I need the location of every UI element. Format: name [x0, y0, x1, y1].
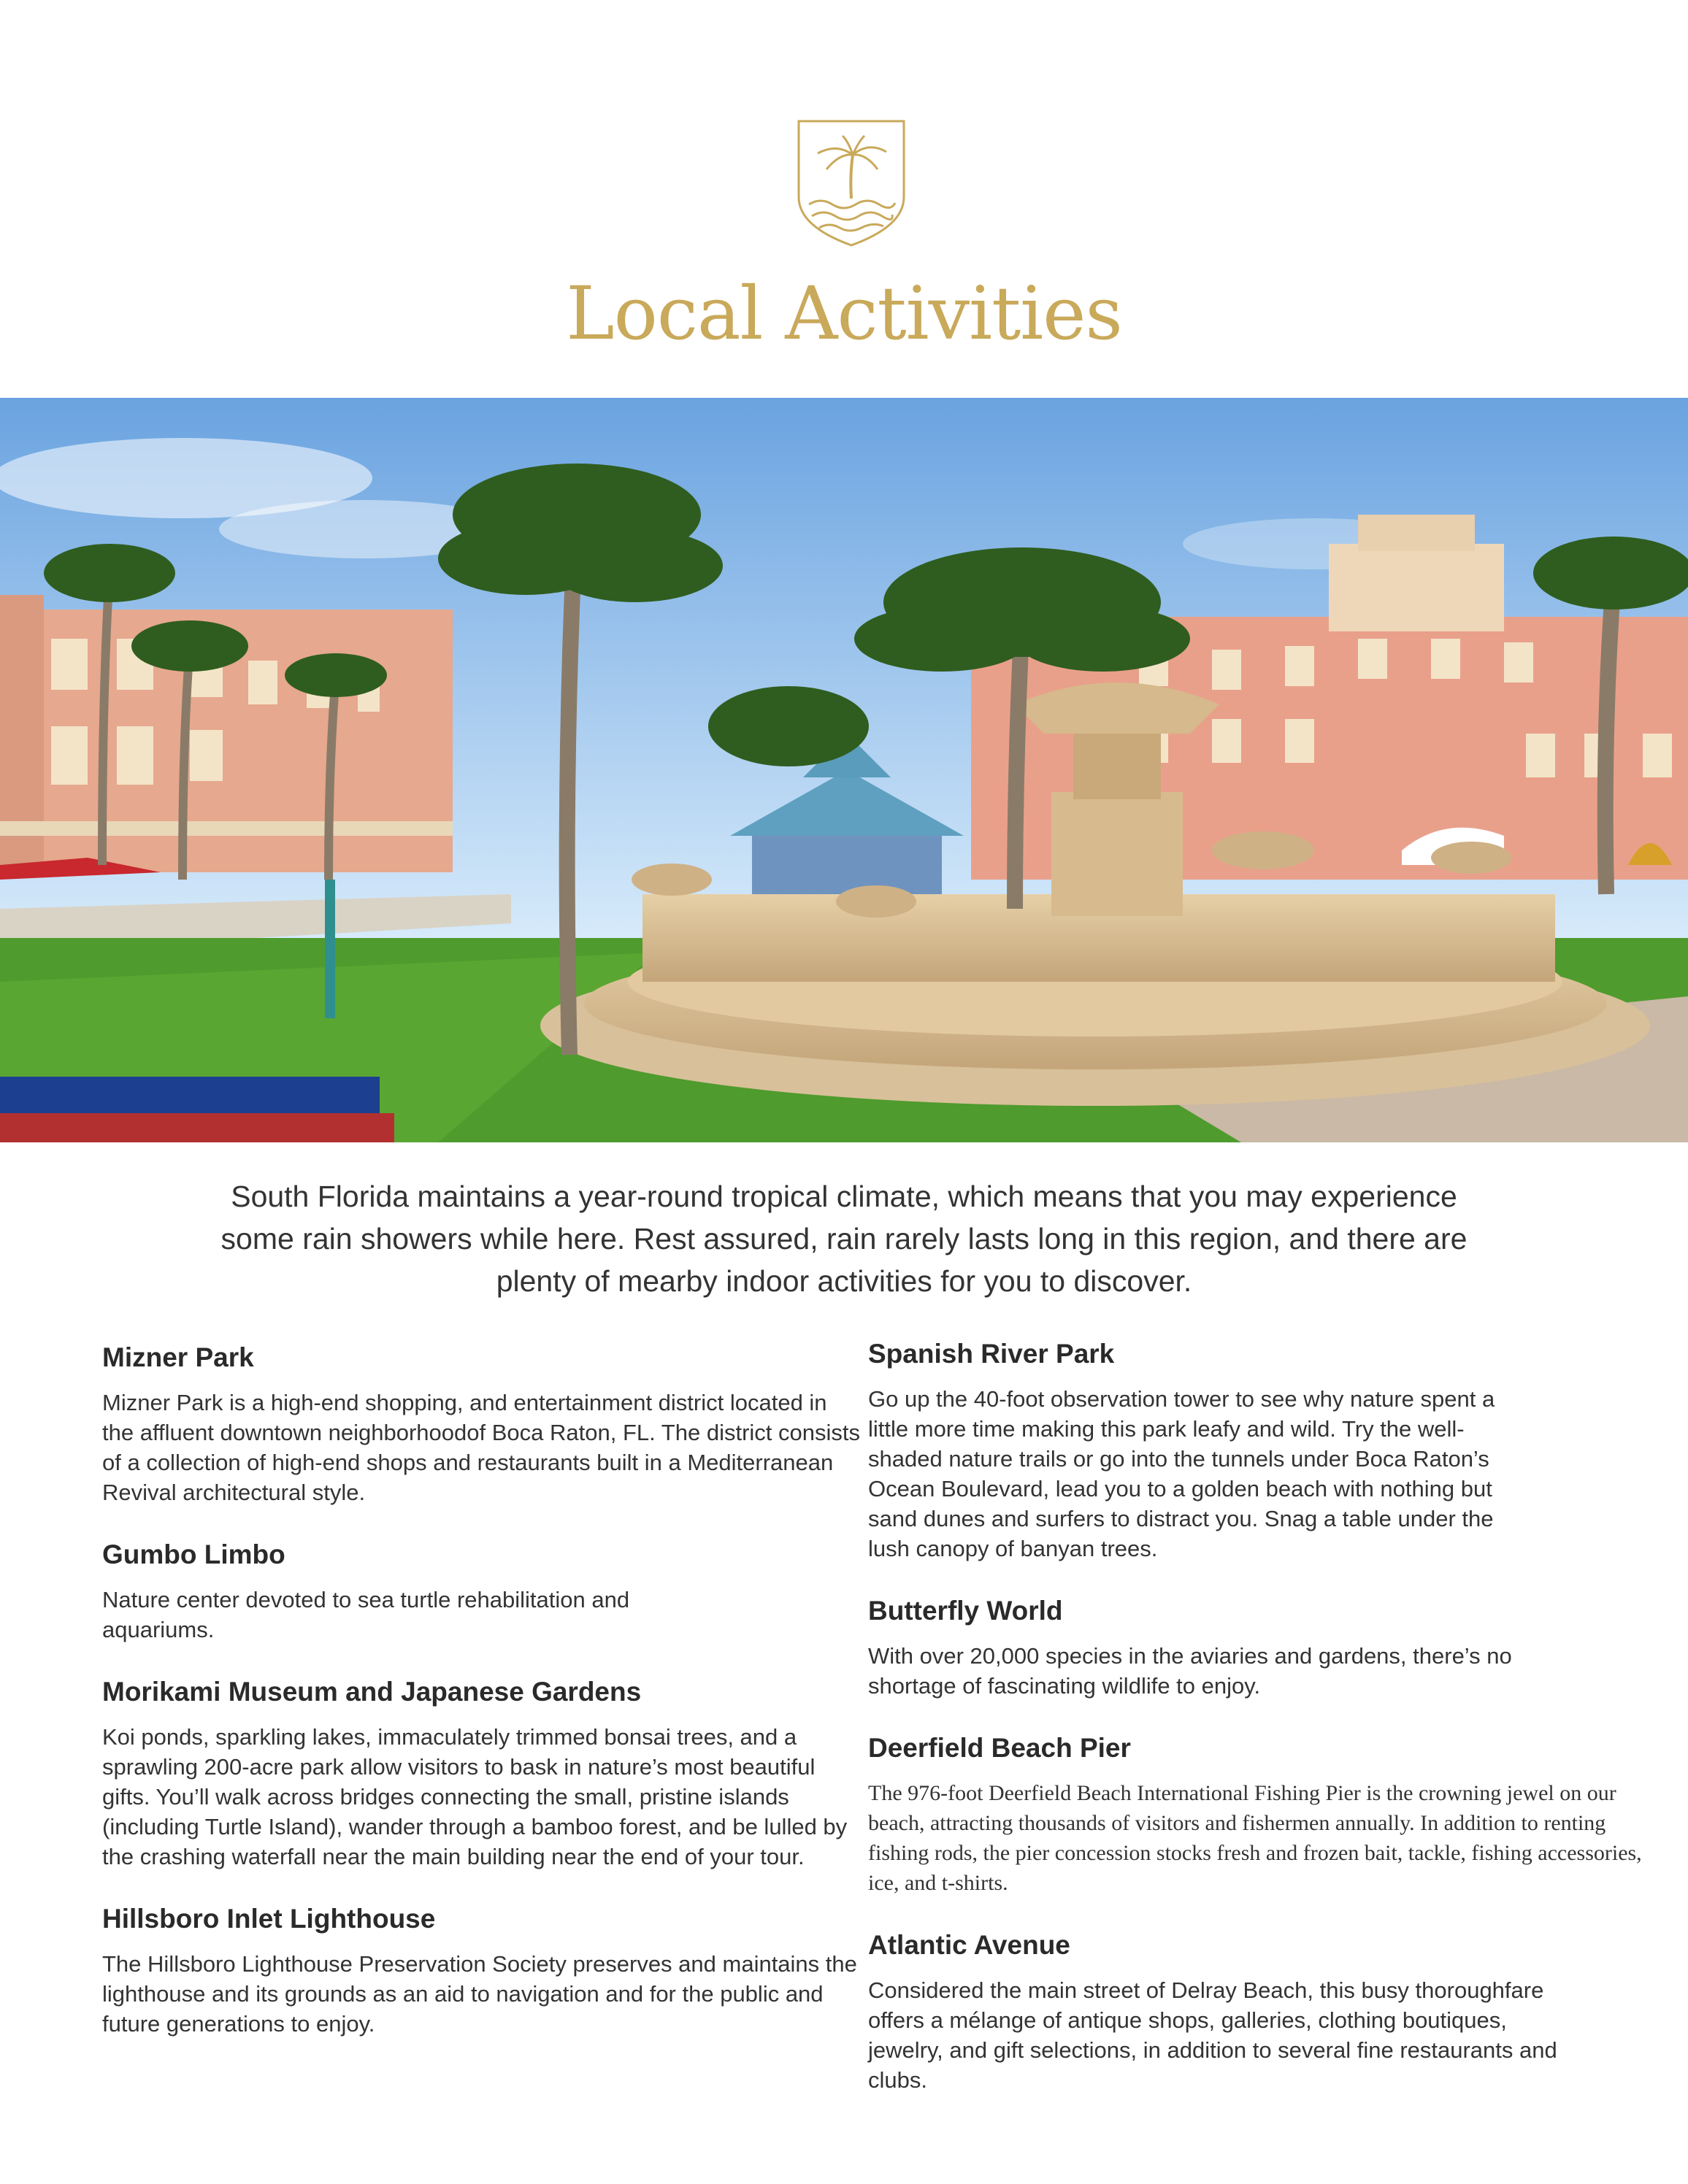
right-column: [868, 1336, 1642, 2124]
palm-tree-wave-crest-icon: [793, 117, 910, 248]
section-deerfield-beach-pier: [868, 1730, 1642, 1898]
section-body: With over 20,000 species in the aviaries and gardens, there’s no shortage of fascinating wildlife to enjoy.: [868, 1643, 1512, 1699]
section-body: Go up the 40-foot observation tower to see why nature spent a little more time making this park leafy and wild. Try the well-shaded nature trails or go into the tunnels under Boca Raton’s Ocean Boulevard, lead you to a golden beach with nothing but sand dunes and surfers to distract you. Snag a table under the lush canopy of banyan trees.: [868, 1386, 1495, 1561]
section-heading: Morikami Museum and Japanese Gardens: [102, 1677, 642, 1707]
section-spanish-river-park: [868, 1336, 1642, 1564]
section-hillsboro-inlet-lighthouse: [102, 1901, 862, 2039]
section-heading: Deerfield Beach Pier: [868, 1733, 1131, 1763]
page-title: Local Activities: [566, 271, 1122, 356]
section-body: The Hillsboro Lighthouse Preservation Society preserves and maintains the lighthouse and its grounds as an aid to navigation and for the public and future generations to enjoy.: [102, 1951, 857, 2037]
section-body: Considered the main street of Delray Beach, this busy thoroughfare offers a mélange of antique shops, galleries, clothing boutiques, jewelry, and gift selections, in addition to several fine restaurants and clubs.: [868, 1977, 1557, 2093]
section-body: Mizner Park is a high-end shopping, and entertainment district located in the affluent downtown neighborhoodof Boca Raton, FL. The district consists of a collection of high-end shops and restaurants built in a Mediterranean Revival architectural style.: [102, 1390, 860, 1505]
section-heading: Atlantic Avenue: [868, 1930, 1070, 1960]
section-body: Nature center devoted to sea turtle rehabilitation and aquariums.: [102, 1587, 630, 1642]
hero-photo: [0, 398, 1688, 1142]
section-body: Koi ponds, sparkling lakes, immaculately trimmed bonsai trees, and a sprawling 200-acre park allow visitors to bask in nature’s most beautiful gifts. You’ll walk across bridges connecting the small, pristine islands (including Turtle Island), wander through a bamboo forest, and be lulled by the crashing waterfall near the main building near the end of your tour.: [102, 1724, 848, 1869]
left-column: [102, 1339, 862, 2068]
intro-paragraph: South Florida maintains a year-round tropical climate, which means that you may experience some rain showers while here. Rest assured, rain rarely lasts long in this region, and there are plenty of mearby indoor activities for you to discover.: [220, 1180, 1468, 1298]
section-mizner-park: [102, 1339, 862, 1507]
section-heading: Spanish River Park: [868, 1339, 1115, 1369]
section-butterfly-world: [868, 1593, 1642, 1701]
section-morikami-museum: [102, 1674, 862, 1872]
section-heading: Gumbo Limbo: [102, 1539, 285, 1569]
section-heading: Butterfly World: [868, 1596, 1063, 1626]
section-body: The 976-foot Deerfield Beach International Fishing Pier is the crowning jewel on our beach, attracting thousands of visitors and fishermen annually. In addition to renting fishing rods, the pier concession stocks fresh and frozen bait, tackle, fishing accessories, ice, and t-shirts.: [868, 1781, 1642, 1895]
section-heading: Mizner Park: [102, 1342, 254, 1372]
section-atlantic-avenue: [868, 1927, 1642, 2095]
section-heading: Hillsboro Inlet Lighthouse: [102, 1904, 436, 1934]
section-gumbo-limbo: [102, 1537, 862, 1645]
